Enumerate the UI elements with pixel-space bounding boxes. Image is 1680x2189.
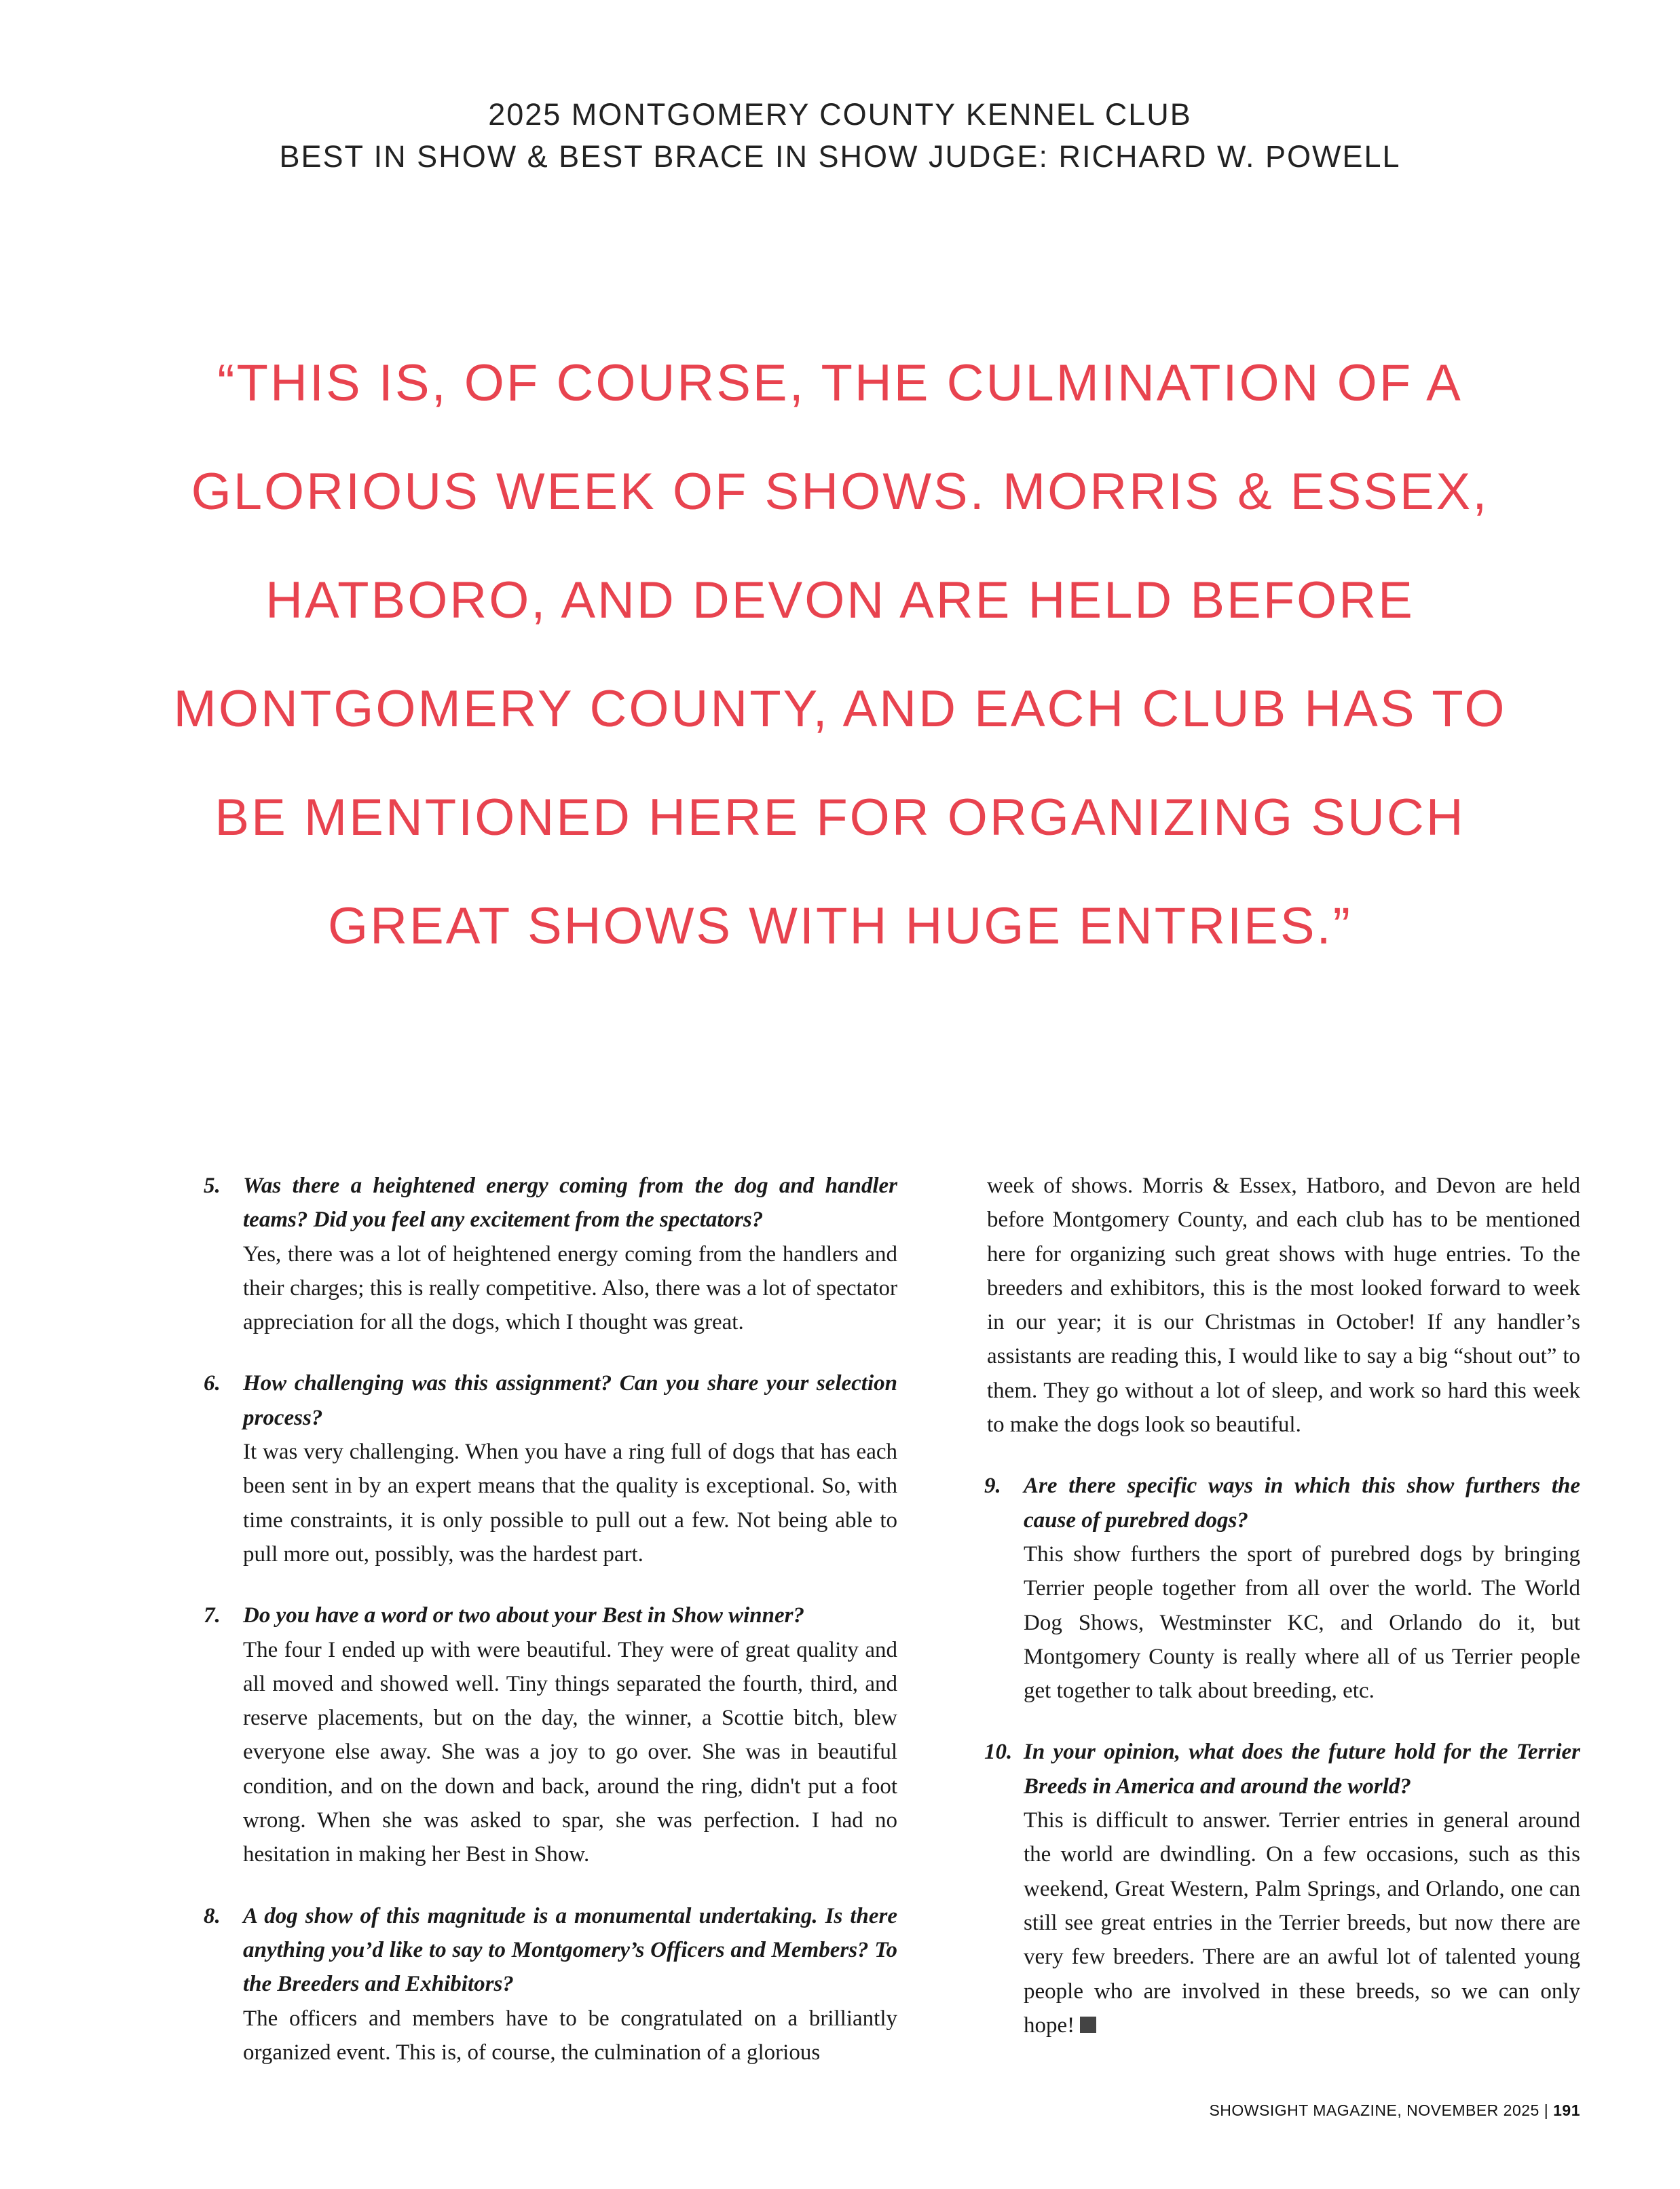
question-number: 5. <box>204 1174 221 1198</box>
qa-item-6 <box>204 1366 897 1571</box>
qa-item-8 <box>204 1899 897 2070</box>
header-judge-line: BEST IN SHOW & BEST BRACE IN SHOW JUDGE: RICHARD W. POWELL <box>279 139 1401 174</box>
qa-item-9 <box>984 1469 1580 1708</box>
answer-continued: week of shows. Morris & Essex, Hatboro, and Devon are held before Montgomery County, and each club has to be mentioned here for organizing such great shows with huge entries. To the breeders and exhibitors, this is the most looked forward to week in our year; it is our Christmas in October! If any handler’s assistants are reading this, I would like to say a big “shout out” to them. They go without a lot of sleep, and work so hard this week to make the dogs look so beautiful. <box>987 1174 1580 1438</box>
answer: This show furthers the sport of purebred dogs by bringing Terrier people together from all over the world. The World Dog Shows, Westminster KC, and Orlando do it, but Montgomery County is really where all of us Terrier people get together to talk about breeding, etc. <box>1024 1541 1580 1704</box>
question-number: 10. <box>984 1740 1013 1765</box>
answer: The officers and members have to be congratulated on a brilliantly organized event. This is, of course, the culmination of a glorious <box>243 2006 897 2065</box>
question: Was there a heightened energy coming from the dog and handler teams? Did you feel any excitement from the spectators? <box>243 1174 897 1233</box>
qa-item-5 <box>204 1169 897 1339</box>
right-column <box>984 1169 1580 2070</box>
left-column <box>204 1169 897 2097</box>
question-number: 6. <box>204 1371 221 1396</box>
page-header <box>0 94 1680 178</box>
page-number: 191 <box>1553 2101 1580 2119</box>
question-number: 7. <box>204 1603 221 1628</box>
footer-separator: | <box>1544 2101 1549 2119</box>
question: Are there specific ways in which this show furthers the cause of purebred dogs? <box>1024 1474 1580 1533</box>
question: Do you have a word or two about your Best in Show winner? <box>243 1603 804 1628</box>
question-number: 9. <box>984 1474 1001 1499</box>
pull-quote: “THIS IS, OF COURSE, THE CULMINATION OF A GLORIOUS WEEK OF SHOWS. MORRIS & ESSEX, HATBORO, AND DEVON ARE HELD BEFORE MONTGOMERY COUNTY, AND EACH CLUB HAS TO BE MENTIONED HERE FOR ORGANIZING SUCH GREAT SHOWS WITH HUGE ENTRIES.” <box>173 354 1507 955</box>
answer <box>1024 1803 1580 2042</box>
question: How challenging was this assignment? Can you share your selection process? <box>243 1371 897 1430</box>
end-mark-icon <box>1080 2017 1096 2033</box>
answer: It was very challenging. When you have a ring full of dogs that has each been sent in by an expert means that the quality is exceptional. So, with time constraints, it is only possible to pull out a few. Not being able to pull more out, possibly, was the hardest part. <box>243 1440 897 1567</box>
header-club-title: 2025 MONTGOMERY COUNTY KENNEL CLUB <box>488 97 1192 132</box>
qa-item-7 <box>204 1598 897 1871</box>
page-footer <box>1209 2101 1580 2120</box>
answer: The four I ended up with were beautiful. They were of great quality and all moved and showed well. Tiny things separated the fourth, third, and reserve placements, but on the day, the winner, a Scottie bitch, blew everyone else away. She was a joy to go over. She was in beautiful condition, and on the down and back, around the ring, didn't put a foot wrong. When she was asked to spar, she was perfection. I had no hesitation in making her Best in Show. <box>243 1637 897 1867</box>
answer: Yes, there was a lot of heightened energy coming from the handlers and their charges; this is really competitive. Also, there was a lot of spectator appreciation for all the dogs, which I thought was great. <box>243 1241 897 1335</box>
question: In your opinion, what does the future hold for the Terrier Breeds in America and around the world? <box>1024 1740 1580 1799</box>
question: A dog show of this magnitude is a monumental undertaking. Is there anything you’d like to say to Montgomery’s Officers and Members? To the Breeders and Exhibitors? <box>243 1903 897 1997</box>
publication-name: SHOWSIGHT MAGAZINE, NOVEMBER 2025 <box>1209 2101 1539 2119</box>
qa-item-10 <box>984 1735 1580 2042</box>
question-number: 8. <box>204 1903 221 1928</box>
answer-text: This is difficult to answer. Terrier entries in general around the world are dwindling. On a few occasions, such as this weekend, Great Western, Palm Springs, and Orlando, one can still see great entries in the Terrier breeds, but now there are very few breeders. There are an awful lot of talented young people who are involved in these breeds, so we can only hope! <box>1024 1808 1580 2038</box>
